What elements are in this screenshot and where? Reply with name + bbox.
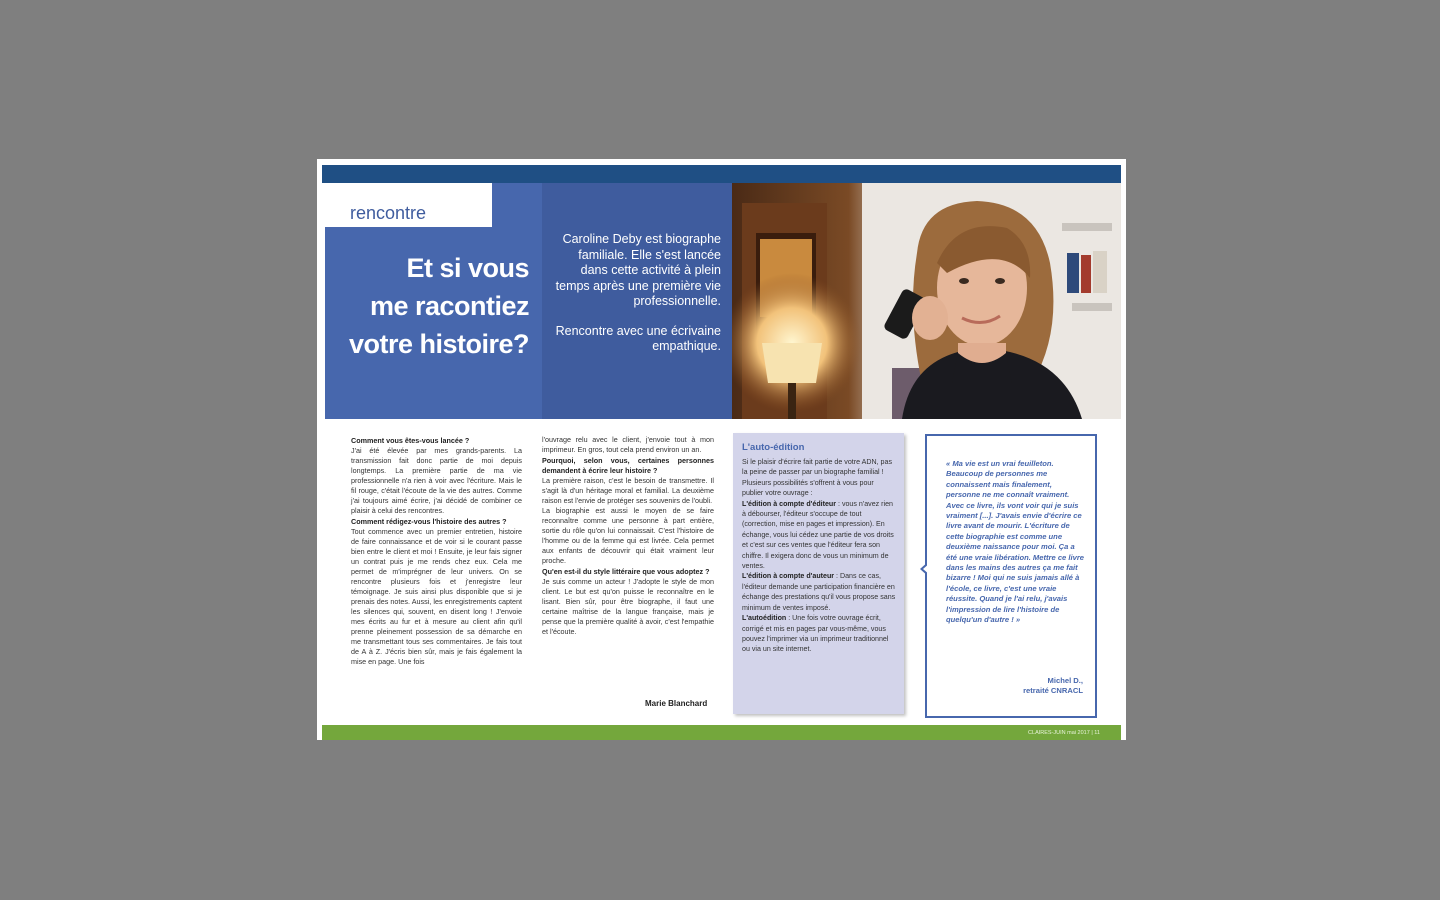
intro-paragraph: Caroline Deby est biographe familiale. Elle s'est lancée dans cette activité à plein temps après une première vie professionnelle. bbox=[555, 232, 721, 308]
headline-line: votre histoire? bbox=[348, 329, 529, 359]
headline-line: me racontiez bbox=[369, 291, 529, 321]
page-footer: CLAIRES-JUIN mai 2017 | 11 bbox=[1028, 730, 1100, 736]
testimonial-quote-box bbox=[925, 434, 1097, 718]
interview-answer: La première raison, c'est le besoin de transmettre. Il s'agit là d'un héritage moral et familial. La deuxième raison est l'envie de protéger ses souvenirs de l'oubli. bbox=[542, 476, 714, 505]
quote-bubble-tail-inner bbox=[923, 563, 930, 575]
sidebar-text: : Dans ce cas, l'éditeur demande une participation financière en échange des prestations qu'il vous propose sans minimum de ventes imposé. bbox=[742, 572, 896, 612]
interview-answer: Je suis comme un acteur ! J'adopte le style de mon client. Le but est qu'on puisse le reconnaître en le lisant. Bien sûr, pour être biographe, il faut une certaine maîtrise de la langue française, mais je pense que la première qualité à avoir, c'est l'empathie et l'écoute. bbox=[542, 577, 714, 636]
sidebar-text: : vous n'avez rien à débourser, l'éditeur s'occupe de tout (correction, mise en pages et impression). En échange, vous lui cédez une partie de vos droits et c'est sur ces ventes que l'éditeur fera son chiffre. Il exigera donc de vous un minimum de ventes. bbox=[742, 499, 894, 571]
sidebar-paragraph bbox=[742, 613, 896, 655]
headline bbox=[329, 249, 529, 363]
article-column-2 bbox=[542, 435, 714, 637]
author-signature: Marie Blanchard bbox=[645, 699, 708, 708]
interview-question: Pourquoi, selon vous, certaines personnes demandent à écrire leur histoire ? bbox=[542, 456, 714, 475]
footer-band bbox=[322, 725, 1121, 740]
top-band bbox=[322, 165, 1121, 183]
sidebar-lead: L'autoédition bbox=[742, 614, 787, 623]
sidebar-text: : Une fois votre ouvrage écrit, corrigé et mis en pages par vous-même, vous pouvez l'imprimer via un imprimeur traditionnel ou via un site internet. bbox=[742, 614, 889, 654]
article-column-1 bbox=[351, 435, 522, 667]
interview-question: Comment rédigez-vous l'histoire des autres ? bbox=[351, 517, 507, 526]
magazine-page bbox=[317, 159, 1126, 740]
headline-line: Et si vous bbox=[406, 253, 529, 283]
interview-answer: La biographie est aussi le moyen de se faire reconnaître comme une personne à part entière, sortie du rôle qu'on lui connaissait. C'est l'histoire de l'homme ou de la femme qui est livrée. Cela permet aux enfants de découvrir qui était vraiment leur proche. bbox=[542, 506, 714, 565]
intro-text bbox=[553, 232, 721, 369]
interview-question: Comment vous êtes-vous lancée ? bbox=[351, 436, 470, 445]
testimonial-author-name: Michel D., bbox=[1047, 676, 1083, 685]
interview-answer: J'ai été élevée par mes grands-parents. La transmission fait donc partie de moi depuis longtemps. La première partie de ma vie professionnelle n'a rien à voir avec l'écriture. Mais le fil rouge, c'était l'écoute de la vie des autres. Comme j'ai toujours aimé écrire, j'ai décidé de combiner ce plaisir à celui des rencontres. bbox=[351, 446, 522, 515]
sidebar-lead: L'édition à compte d'auteur bbox=[742, 572, 835, 581]
sidebar-title: L'auto-édition bbox=[742, 442, 805, 453]
sidebar-paragraph bbox=[742, 571, 896, 613]
testimonial-quote: « Ma vie est un vrai feuilleton. Beaucoup de personnes me connaissent mais finalement, personne ne me connaît vraiment. Avec ce livre, ils vont voir qui je suis vraiment [...]. J'avais envie d'écrire ce livre avant de mourir. L'écriture de cette biographie est comme une deuxième naissance pour moi. Ça a été une vraie libération. Mettre ce livre dans les mains des autres ça me fait bizarre ! Moi qui ne suis jamais allé à l'école, ce livre, c'est une vraie réussite. Quand je l'ai relu, j'avais l'impression de lire l'histoire de quelqu'un d'autre ! » bbox=[946, 459, 1085, 625]
sidebar-text: Si le plaisir d'écrire fait partie de votre ADN, pas la peine de passer par un biographe familial ! Plusieurs possibilités s'offrent à vous pour publier votre ouvrage : bbox=[742, 458, 892, 498]
interview-answer: Tout commence avec un premier entretien, histoire de faire connaissance et de voir si le courant passe bien entre le client et moi ! Ensuite, je leur fais signer un contrat puis je me rends chez eux. Cela me permet de m'imprégner de leur univers. On se rencontre plusieurs fois et j'enregistre leur témoignage. Je suis ainsi plus disponible que si je prenais des notes. Aussi, les enregistrements captent les silences qui, souvent, en disent long ! J'envoie mes écrits au fur et à mesure au client afin qu'il prenne pleinement possession de sa démarche en me transmettant tous ses commentaires. Je fais tout de A à Z. J'écris bien sûr, mais je fais également la mise en page. Une fois bbox=[351, 527, 522, 666]
sidebar-box bbox=[733, 433, 904, 714]
rubric-label bbox=[325, 183, 492, 227]
rubric-text: rencontre bbox=[350, 203, 427, 223]
interview-question: Qu'en est-il du style littéraire que vous adoptez ? bbox=[542, 567, 710, 576]
sidebar-lead: L'édition à compte d'éditeur bbox=[742, 499, 837, 508]
interview-answer: l'ouvrage relu avec le client, j'envoie tout à mon imprimeur. En gros, tout cela prend environ un an. bbox=[542, 435, 714, 454]
portrait-photo bbox=[732, 183, 1121, 419]
sidebar-paragraph bbox=[742, 499, 896, 572]
intro-paragraph: Rencontre avec une écrivaine empathique. bbox=[555, 323, 721, 353]
portrait-photo-image bbox=[732, 183, 1121, 419]
sidebar-body bbox=[742, 457, 896, 655]
testimonial-author-role: retraité CNRACL bbox=[1023, 686, 1083, 696]
sidebar-paragraph bbox=[742, 457, 896, 499]
testimonial-author bbox=[1023, 676, 1083, 697]
